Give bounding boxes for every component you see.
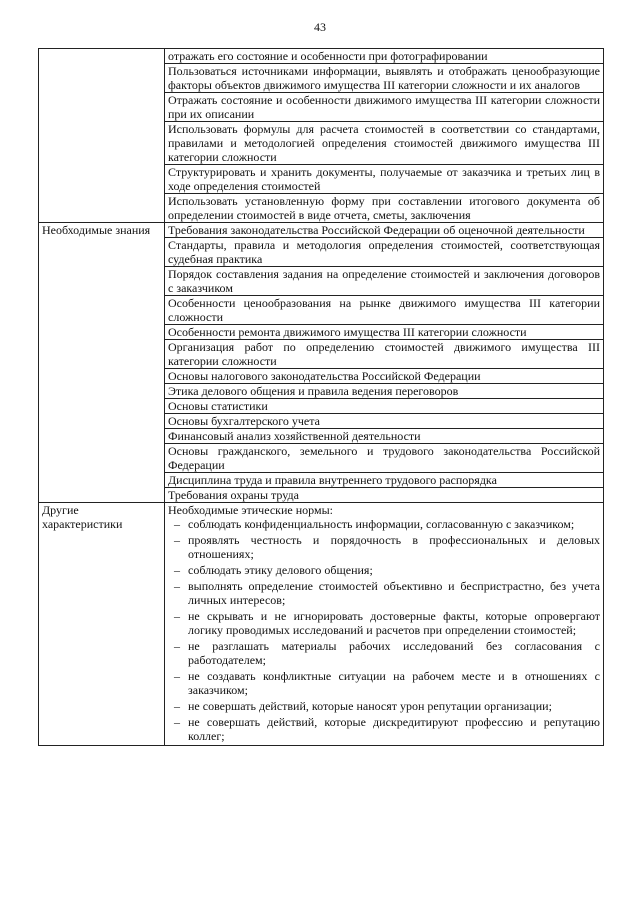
knowledge-row: Особенности ценообразования на рынке движимого имущества III категории сложности: [165, 296, 604, 325]
table-row: [39, 223, 604, 238]
list-item: [168, 533, 600, 561]
knowledge-row: Требования охраны труда: [165, 488, 604, 503]
knowledge-row: Финансовый анализ хозяйственной деятельности: [165, 429, 604, 444]
dash-bullet: –: [174, 715, 180, 729]
dash-bullet: –: [174, 639, 180, 653]
skill-row: Структурировать и хранить документы, получаемые от заказчика и третьих лиц в ходе определения стоимостей: [165, 165, 604, 194]
list-item: [168, 609, 600, 637]
list-item: [168, 639, 600, 667]
knowledge-row: Требования законодательства Российской Федерации об оценочной деятельности: [165, 223, 604, 238]
other-characteristics-cell: [165, 503, 604, 746]
knowledge-row: Дисциплина труда и правила внутреннего трудового распорядка: [165, 473, 604, 488]
dash-bullet: –: [174, 579, 180, 593]
knowledge-row: Основы гражданского, земельного и трудового законодательства Российской Федерации: [165, 444, 604, 473]
ethics-intro: Необходимые этические нормы:: [168, 503, 333, 517]
list-item: [168, 579, 600, 607]
dash-bullet: –: [174, 699, 180, 713]
skill-row: Отражать состояние и особенности движимого имущества III категории сложности при их описании: [165, 93, 604, 122]
knowledge-row: Основы налогового законодательства Российской Федерации: [165, 369, 604, 384]
skill-row: Пользоваться источниками информации, выявлять и отображать ценообразующие факторы объектов движимого имущества III категории сложности и их аналогов: [165, 64, 604, 93]
skills-continued-label-cell: [39, 49, 165, 223]
knowledge-row: Особенности ремонта движимого имущества III категории сложности: [165, 325, 604, 340]
ethics-item-text: не создавать конфликтные ситуации на рабочем месте и в отношениях с заказчиком;: [188, 669, 600, 697]
other-characteristics-label: Другие характеристики: [39, 503, 165, 746]
knowledge-row: Этика делового общения и правила ведения переговоров: [165, 384, 604, 399]
dash-bullet: –: [174, 609, 180, 623]
ethics-item-text: соблюдать конфиденциальность информации, согласованную с заказчиком;: [188, 517, 575, 531]
skill-row: отражать его состояние и особенности при фотографировании: [165, 49, 604, 64]
table-row: [39, 503, 604, 746]
ethics-list: [168, 517, 600, 743]
ethics-item-text: не совершать действий, которые наносят урон репутации организации;: [188, 699, 552, 713]
ethics-item-text: проявлять честность и порядочность в профессиональных и деловых отношениях;: [188, 533, 600, 561]
list-item: [168, 669, 600, 697]
ethics-item-text: не совершать действий, которые дискредитируют профессию и репутацию коллег;: [188, 715, 600, 743]
ethics-item-text: не скрывать и не игнорировать достоверные факты, которые опровергают логику проводимых исследований и расчетов при определении стоимостей;: [188, 609, 600, 637]
ethics-item-text: не разглашать материалы рабочих исследований без согласования с работодателем;: [188, 639, 600, 667]
skill-row: Использовать установленную форму при составлении итогового документа об определении стоимостей в виде отчета, сметы, заключения: [165, 194, 604, 223]
ethics-item-text: выполнять определение стоимостей объективно и беспристрастно, без учета личных интересов;: [188, 579, 600, 607]
skill-row: Использовать формулы для расчета стоимостей в соответствии со стандартами, правилами и методологией определения стоимостей движимого имущества III категории сложности: [165, 122, 604, 165]
page-number: 43: [314, 20, 326, 34]
knowledge-row: Основы статистики: [165, 399, 604, 414]
competency-table: [38, 48, 604, 746]
ethics-item-text: соблюдать этику делового общения;: [188, 563, 373, 577]
knowledge-label: Необходимые знания: [39, 223, 165, 503]
dash-bullet: –: [174, 669, 180, 683]
knowledge-row: Организация работ по определению стоимостей движимого имущества III категории сложности: [165, 340, 604, 369]
knowledge-row: Стандарты, правила и методология определения стоимостей, соответствующая судебная практика: [165, 238, 604, 267]
knowledge-row: Порядок составления задания на определение стоимостей и заключения договоров с заказчиком: [165, 267, 604, 296]
dash-bullet: –: [174, 533, 180, 547]
list-item: [168, 517, 600, 531]
table-row: [39, 49, 604, 64]
dash-bullet: –: [174, 517, 180, 531]
list-item: [168, 563, 600, 577]
dash-bullet: –: [174, 563, 180, 577]
knowledge-row: Основы бухгалтерского учета: [165, 414, 604, 429]
list-item: [168, 699, 600, 713]
list-item: [168, 715, 600, 743]
